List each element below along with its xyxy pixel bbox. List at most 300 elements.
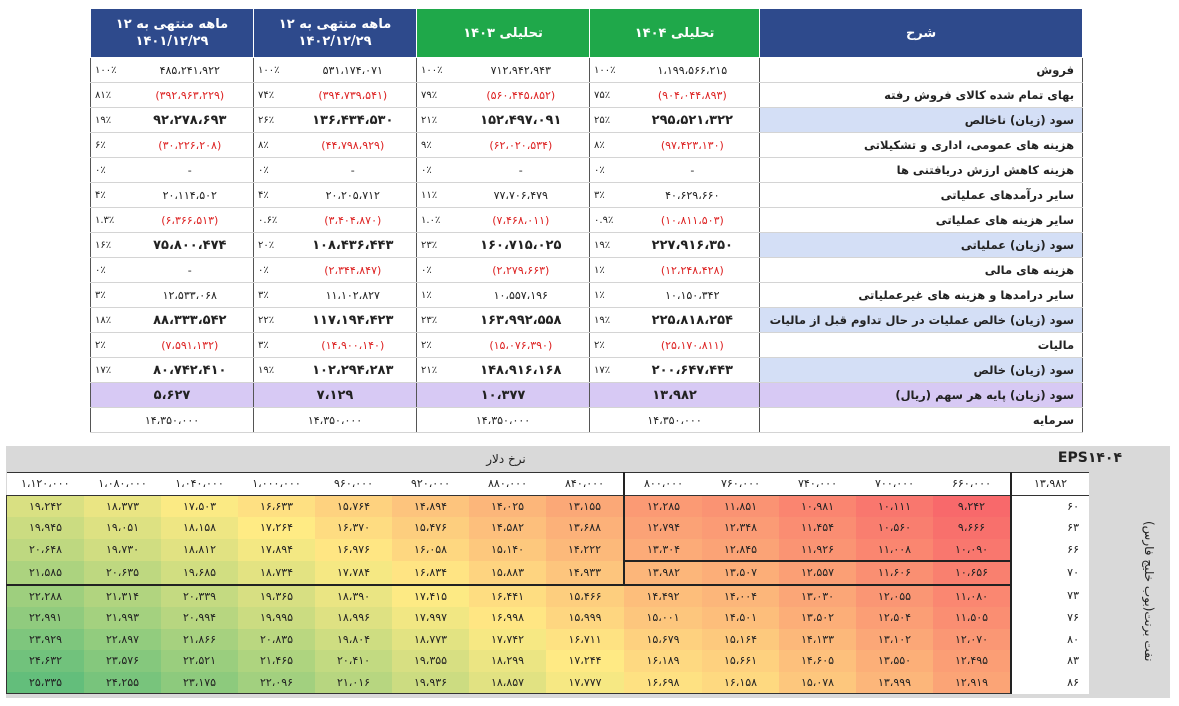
sensitivity-cell: ۱۷،۴۱۵ <box>392 585 469 608</box>
fx-rate-tick: ۷۴۰،۰۰۰ <box>779 473 856 496</box>
sensitivity-cell: ۱۶،۹۹۸ <box>469 607 546 629</box>
sensitivity-cell: ۲۱،۹۹۳ <box>84 607 161 629</box>
sensitivity-cell: ۱۷،۲۴۴ <box>546 650 624 672</box>
eps-value: ۱۰،۳۷۷ <box>417 383 590 408</box>
statement-row <box>91 358 1083 383</box>
sensitivity-cell: ۱۲،۸۴۵ <box>702 539 779 562</box>
brent-price-tick: ۸۶ <box>1011 672 1089 694</box>
sensitivity-cell: ۲۳،۵۷۶ <box>84 650 161 672</box>
sensitivity-grid <box>6 472 1089 694</box>
value-cell: (۹۰۴،۰۴۴،۸۹۳) <box>626 83 760 108</box>
percent-cell: ۱۱٪ <box>417 183 453 208</box>
percent-cell: ۳٪ <box>254 283 290 308</box>
percent-cell: ۲٪ <box>417 333 453 358</box>
statement-row <box>91 258 1083 283</box>
sensitivity-cell: ۱۹،۳۶۵ <box>238 585 315 608</box>
row-description: سایر درآمدهای عملیاتی <box>760 183 1083 208</box>
value-cell: ۱۰،۵۵۷،۱۹۶ <box>453 283 590 308</box>
row-description: مالیات <box>760 333 1083 358</box>
value-cell: ۵۳۱،۱۷۴،۰۷۱ <box>290 58 417 83</box>
percent-cell: ۱۰۰٪ <box>417 58 453 83</box>
sensitivity-cell: ۱۱،۸۵۱ <box>702 495 779 517</box>
sensitivity-cell: ۲۰،۳۳۹ <box>161 585 238 608</box>
eps-sensitivity-panel <box>6 446 1170 698</box>
percent-cell: ۱٪ <box>590 258 626 283</box>
value-cell: ۱۶۳،۹۹۲،۵۵۸ <box>453 308 590 333</box>
sensitivity-cell: ۹،۶۶۶ <box>933 517 1011 539</box>
brent-price-tick: ۷۳ <box>1011 585 1089 608</box>
sensitivity-cell: ۱۷،۷۸۴ <box>315 561 392 585</box>
sensitivity-cell: ۱۹،۹۹۵ <box>238 607 315 629</box>
fx-rate-tick: ۱،۰۸۰،۰۰۰ <box>84 473 161 496</box>
statement-row <box>91 283 1083 308</box>
header-description: شرح <box>760 9 1083 58</box>
value-cell: ۱۰،۱۵۰،۳۴۲ <box>626 283 760 308</box>
sensitivity-cell: ۱۹،۶۸۵ <box>161 561 238 585</box>
sensitivity-cell: ۲۰،۶۴۸ <box>7 539 85 562</box>
value-cell: - <box>127 158 254 183</box>
sensitivity-cell: ۲۵،۳۳۵ <box>7 672 85 694</box>
sensitivity-cell: ۲۲،۵۲۱ <box>161 650 238 672</box>
sensitivity-cell: ۱۶،۱۸۹ <box>624 650 702 672</box>
row-description: بهای تمام شده کالای فروش رفته <box>760 83 1083 108</box>
sensitivity-cell: ۱۰،۹۸۱ <box>779 495 856 517</box>
sensitivity-cell: ۱۳،۹۹۹ <box>856 672 933 694</box>
sensitivity-cell: ۱۹،۲۴۲ <box>7 495 85 517</box>
percent-cell: ۱۰۰٪ <box>254 58 290 83</box>
sensitivity-cell: ۱۱،۶۰۶ <box>856 561 933 585</box>
percent-cell: ۰٪ <box>254 158 290 183</box>
sensitivity-cell: ۱۲،۲۸۵ <box>624 495 702 517</box>
sensitivity-cell: ۱۸،۲۹۹ <box>469 650 546 672</box>
sensitivity-cell: ۱۶،۴۴۱ <box>469 585 546 608</box>
percent-cell: ۲۰٪ <box>254 233 290 258</box>
sensitivity-cell: ۱۶،۷۱۱ <box>546 629 624 651</box>
sensitivity-cell: ۱۰،۶۵۶ <box>933 561 1011 585</box>
percent-cell: ۱۹٪ <box>590 233 626 258</box>
sensitivity-cell: ۱۹،۰۵۱ <box>84 517 161 539</box>
sensitivity-cell: ۱۵،۰۰۱ <box>624 607 702 629</box>
sensitivity-cell: ۱۶،۶۳۳ <box>238 495 315 517</box>
sensitivity-row <box>7 539 1090 562</box>
header-1403: تحلیلی ۱۴۰۳ <box>417 9 590 58</box>
brent-oil-label: نفت برنت(بوب خلیج فارس) <box>1142 520 1156 662</box>
sensitivity-cell: ۱۴،۰۲۵ <box>469 495 546 517</box>
value-cell: ۴۰،۶۲۹،۶۶۰ <box>626 183 760 208</box>
value-cell: (۲،۲۷۹،۶۶۳) <box>453 258 590 283</box>
sensitivity-cell: ۲۱،۵۸۵ <box>7 561 85 585</box>
sensitivity-cell: ۱۸،۸۱۲ <box>161 539 238 562</box>
sensitivity-row <box>7 607 1090 629</box>
fx-rate-tick: ۹۶۰،۰۰۰ <box>315 473 392 496</box>
eps-value: ۷،۱۲۹ <box>254 383 417 408</box>
percent-cell: ۱.۰٪ <box>417 208 453 233</box>
sensitivity-cell: ۱۲،۵۰۴ <box>856 607 933 629</box>
value-cell: (۳۹۲،۹۶۳،۲۲۹) <box>127 83 254 108</box>
value-cell: (۱۰،۸۱۱،۵۰۳) <box>626 208 760 233</box>
value-cell: ۷۱۲،۹۴۲،۹۴۳ <box>453 58 590 83</box>
value-cell: ۱۱۷،۱۹۴،۴۲۳ <box>290 308 417 333</box>
sensitivity-cell: ۱۴،۲۲۲ <box>546 539 624 562</box>
percent-cell: ۴٪ <box>91 183 127 208</box>
sensitivity-cell: ۱۶،۱۵۸ <box>702 672 779 694</box>
sensitivity-cell: ۱۱،۰۸۰ <box>933 585 1011 608</box>
row-description: سایر هزینه های عملیاتی <box>760 208 1083 233</box>
fx-rate-tick: ۱،۰۴۰،۰۰۰ <box>161 473 238 496</box>
percent-cell: ۰٪ <box>91 158 127 183</box>
value-cell: ۱۴۸،۹۱۶،۱۶۸ <box>453 358 590 383</box>
sensitivity-cell: ۱۴،۴۹۲ <box>624 585 702 608</box>
sensitivity-cell: ۲۴،۲۵۵ <box>84 672 161 694</box>
statement-row <box>91 208 1083 233</box>
value-cell: (۳،۴۰۴،۸۷۰) <box>290 208 417 233</box>
sensitivity-cell: ۱۳،۳۰۴ <box>624 539 702 562</box>
sensitivity-cell: ۲۲،۸۹۷ <box>84 629 161 651</box>
sensitivity-cell: ۱۴،۵۸۲ <box>469 517 546 539</box>
value-cell: (۶،۳۶۶،۵۱۳) <box>127 208 254 233</box>
value-cell: ۱،۱۹۹،۵۶۶،۲۱۵ <box>626 58 760 83</box>
sensitivity-cell: ۱۳،۵۰۷ <box>702 561 779 585</box>
sensitivity-cell: ۲۴،۶۳۲ <box>7 650 85 672</box>
brent-price-tick: ۶۶ <box>1011 539 1089 562</box>
percent-cell: ۲۶٪ <box>254 108 290 133</box>
sensitivity-cell: ۱۴،۱۳۳ <box>779 629 856 651</box>
sensitivity-cell: ۱۷،۲۶۴ <box>238 517 315 539</box>
sensitivity-cell: ۱۴،۵۰۱ <box>702 607 779 629</box>
sensitivity-cell: ۹،۲۴۲ <box>933 495 1011 517</box>
sensitivity-cell: ۱۹،۹۳۶ <box>392 672 469 694</box>
sensitivity-cell: ۱۸،۳۷۳ <box>84 495 161 517</box>
sensitivity-cell: ۱۲،۰۷۰ <box>933 629 1011 651</box>
value-cell: ۴۸۵،۲۴۱،۹۲۲ <box>127 58 254 83</box>
sensitivity-cell: ۱۵،۴۷۶ <box>392 517 469 539</box>
value-cell: (۲،۳۴۴،۸۴۷) <box>290 258 417 283</box>
value-cell: ۱۰۸،۴۳۶،۴۴۳ <box>290 233 417 258</box>
percent-cell: ۸٪ <box>590 133 626 158</box>
row-description: فروش <box>760 58 1083 83</box>
fx-rate-tick: ۸۸۰،۰۰۰ <box>469 473 546 496</box>
sensitivity-cell: ۱۹،۷۳۰ <box>84 539 161 562</box>
sensitivity-cell: ۱۴،۹۳۳ <box>546 561 624 585</box>
sensitivity-row <box>7 561 1090 585</box>
sensitivity-cell: ۱۷،۵۰۳ <box>161 495 238 517</box>
value-cell: ۱۶۰،۷۱۵،۰۲۵ <box>453 233 590 258</box>
sensitivity-cell: ۲۲،۰۹۶ <box>238 672 315 694</box>
value-cell: - <box>127 258 254 283</box>
percent-cell: ۰٪ <box>91 258 127 283</box>
sensitivity-cell: ۱۶،۶۹۸ <box>624 672 702 694</box>
sensitivity-cell: ۱۱،۴۵۴ <box>779 517 856 539</box>
percent-cell: ۳٪ <box>254 333 290 358</box>
value-cell: ۲۰،۲۰۵،۷۱۲ <box>290 183 417 208</box>
value-cell: ۲۲۵،۸۱۸،۲۵۴ <box>626 308 760 333</box>
percent-cell: ۰.۶٪ <box>254 208 290 233</box>
fx-rate-tick: ۸۰۰،۰۰۰ <box>624 473 702 496</box>
value-cell: (۴۴،۷۹۸،۹۲۹) <box>290 133 417 158</box>
sensitivity-cell: ۲۰،۴۱۰ <box>315 650 392 672</box>
fx-header-row <box>7 473 1090 496</box>
percent-cell: ۶٪ <box>91 133 127 158</box>
sensitivity-cell: ۱۲،۰۵۵ <box>856 585 933 608</box>
value-cell: - <box>290 158 417 183</box>
value-cell: ۲۲۷،۹۱۶،۳۵۰ <box>626 233 760 258</box>
percent-cell: ۲۵٪ <box>590 108 626 133</box>
percent-cell: ۲٪ <box>590 333 626 358</box>
statement-row <box>91 108 1083 133</box>
percent-cell: ۴٪ <box>254 183 290 208</box>
sensitivity-cell: ۲۱،۰۱۶ <box>315 672 392 694</box>
percent-cell: ۱۷٪ <box>91 358 127 383</box>
row-description: سود (زیان) ناخالص <box>760 108 1083 133</box>
sensitivity-cell: ۱۳،۱۵۵ <box>546 495 624 517</box>
sensitivity-cell: ۱۹،۹۴۵ <box>7 517 85 539</box>
statement-row <box>91 158 1083 183</box>
sensitivity-cell: ۱۶،۹۷۶ <box>315 539 392 562</box>
percent-cell: ۱۰۰٪ <box>590 58 626 83</box>
sensitivity-cell: ۱۵،۸۸۳ <box>469 561 546 585</box>
sensitivity-cell: ۱۸،۱۵۸ <box>161 517 238 539</box>
fx-rate-tick: ۱،۱۲۰،۰۰۰ <box>7 473 85 496</box>
sensitivity-cell: ۱۸،۸۵۷ <box>469 672 546 694</box>
sensitivity-cell: ۱۸،۷۳۴ <box>238 561 315 585</box>
sensitivity-cell: ۲۱،۴۶۵ <box>238 650 315 672</box>
statement-row <box>91 308 1083 333</box>
statement-row <box>91 183 1083 208</box>
value-cell: (۷،۵۹۱،۱۳۲) <box>127 333 254 358</box>
brent-price-tick: ۸۳ <box>1011 650 1089 672</box>
percent-cell: ۱۶٪ <box>91 233 127 258</box>
sensitivity-cell: ۱۰،۱۱۱ <box>856 495 933 517</box>
base-eps-value: ۱۳،۹۸۲ <box>1011 473 1089 496</box>
sensitivity-cell: ۲۱،۳۱۴ <box>84 585 161 608</box>
sensitivity-cell: ۲۰،۹۹۴ <box>161 607 238 629</box>
statement-row <box>91 58 1083 83</box>
fx-rate-tick: ۹۲۰،۰۰۰ <box>392 473 469 496</box>
percent-cell: ۸٪ <box>254 133 290 158</box>
sensitivity-cell: ۱۷،۹۹۷ <box>392 607 469 629</box>
statement-body <box>91 58 1083 433</box>
row-description: سود (زیان) خالص عملیات در حال تداوم قبل از مالیات <box>760 308 1083 333</box>
sensitivity-cell: ۱۴،۶۰۵ <box>779 650 856 672</box>
sensitivity-cell: ۱۱،۵۰۵ <box>933 607 1011 629</box>
value-cell: ۹۲،۲۷۸،۶۹۳ <box>127 108 254 133</box>
sensitivity-cell: ۱۹،۸۰۴ <box>315 629 392 651</box>
capital-value: ۱۴،۳۵۰،۰۰۰ <box>254 408 417 433</box>
value-cell: ۸۰،۷۴۲،۴۱۰ <box>127 358 254 383</box>
fx-rate-tick: ۷۶۰،۰۰۰ <box>702 473 779 496</box>
sensitivity-cell: ۱۴،۰۰۴ <box>702 585 779 608</box>
percent-cell: ۱۷٪ <box>590 358 626 383</box>
capital-row <box>91 408 1083 433</box>
sensitivity-cell: ۲۲،۹۹۱ <box>7 607 85 629</box>
brent-price-tick: ۶۳ <box>1011 517 1089 539</box>
brent-price-tick: ۶۰ <box>1011 495 1089 517</box>
value-cell: ۷۷،۷۰۶،۴۷۹ <box>453 183 590 208</box>
statement-row <box>91 83 1083 108</box>
sensitivity-cell: ۱۵،۰۷۸ <box>779 672 856 694</box>
value-cell: (۱۵،۰۷۶،۳۹۰) <box>453 333 590 358</box>
percent-cell: ۱۸٪ <box>91 308 127 333</box>
percent-cell: ۱۹٪ <box>590 308 626 333</box>
header-1404: تحلیلی ۱۴۰۴ <box>590 9 760 58</box>
header-1401: ۱۲ ماهه منتهی به ۱۴۰۱/۱۲/۲۹ <box>91 9 254 58</box>
sensitivity-cell: ۱۵،۴۶۶ <box>546 585 624 608</box>
percent-cell: ۲۲٪ <box>254 308 290 333</box>
sensitivity-cell: ۱۲،۵۵۷ <box>779 561 856 585</box>
sensitivity-cell: ۱۳،۶۸۸ <box>546 517 624 539</box>
value-cell: ۱۵۲،۴۹۷،۰۹۱ <box>453 108 590 133</box>
value-cell: (۲۵،۱۷۰،۸۱۱) <box>626 333 760 358</box>
percent-cell: ۰.۹٪ <box>590 208 626 233</box>
statement-row <box>91 133 1083 158</box>
sensitivity-cell: ۱۵،۱۴۰ <box>469 539 546 562</box>
header-1402: ۱۲ ماهه منتهی به ۱۴۰۲/۱۲/۲۹ <box>254 9 417 58</box>
sensitivity-cell: ۱۷،۸۹۴ <box>238 539 315 562</box>
value-cell: (۱۲،۲۴۸،۴۲۸) <box>626 258 760 283</box>
sensitivity-row <box>7 517 1090 539</box>
sensitivity-cell: ۱۳،۱۰۲ <box>856 629 933 651</box>
value-cell: ۱۳۶،۴۳۴،۵۳۰ <box>290 108 417 133</box>
sensitivity-row <box>7 585 1090 608</box>
value-cell: (۳۹۴،۷۳۹،۵۴۱) <box>290 83 417 108</box>
sensitivity-cell: ۱۷،۷۷۷ <box>546 672 624 694</box>
brent-price-tick: ۸۰ <box>1011 629 1089 651</box>
percent-cell: ۲۳٪ <box>417 233 453 258</box>
row-description: سود (زیان) عملیاتی <box>760 233 1083 258</box>
sensitivity-cell: ۱۱،۰۰۸ <box>856 539 933 562</box>
sensitivity-cell: ۱۰،۵۶۰ <box>856 517 933 539</box>
fx-rate-label: نرخ دلار <box>486 452 526 466</box>
sensitivity-cell: ۱۶،۰۵۸ <box>392 539 469 562</box>
fx-rate-tick: ۸۴۰،۰۰۰ <box>546 473 624 496</box>
sensitivity-cell: ۱۵،۷۶۴ <box>315 495 392 517</box>
sensitivity-cell: ۲۰،۶۳۵ <box>84 561 161 585</box>
row-description: هزینه های مالی <box>760 258 1083 283</box>
value-cell: ۱۱،۱۰۲،۸۲۷ <box>290 283 417 308</box>
sensitivity-cell: ۱۸،۷۷۳ <box>392 629 469 651</box>
percent-cell: ۰٪ <box>254 258 290 283</box>
percent-cell: ۰٪ <box>417 158 453 183</box>
sensitivity-cell: ۱۱،۹۲۶ <box>779 539 856 562</box>
value-cell: - <box>453 158 590 183</box>
percent-cell: ۲٪ <box>91 333 127 358</box>
percent-cell: ۷۹٪ <box>417 83 453 108</box>
income-statement-table <box>90 8 1083 433</box>
sensitivity-cell: ۱۸،۳۹۰ <box>315 585 392 608</box>
sensitivity-cell: ۱۴،۸۹۴ <box>392 495 469 517</box>
capital-value: ۱۴،۳۵۰،۰۰۰ <box>91 408 254 433</box>
sensitivity-cell: ۱۵،۹۹۹ <box>546 607 624 629</box>
eps-value: ۱۳،۹۸۲ <box>590 383 760 408</box>
sensitivity-cell: ۱۰،۰۹۰ <box>933 539 1011 562</box>
percent-cell: ۸۱٪ <box>91 83 127 108</box>
percent-cell: ۷۵٪ <box>590 83 626 108</box>
percent-cell: ۲۱٪ <box>417 358 453 383</box>
value-cell: ۲۰۰،۶۴۷،۴۴۳ <box>626 358 760 383</box>
value-cell: - <box>626 158 760 183</box>
value-cell: (۶۲،۰۲۰،۵۳۴) <box>453 133 590 158</box>
percent-cell: ۹٪ <box>417 133 453 158</box>
value-cell: ۸۸،۳۳۳،۵۴۲ <box>127 308 254 333</box>
brent-price-tick: ۷۶ <box>1011 607 1089 629</box>
sensitivity-cell: ۲۲،۲۸۸ <box>7 585 85 608</box>
row-description: سود (زیان) پایه هر سهم (ریال) <box>760 383 1083 408</box>
percent-cell: ۷۴٪ <box>254 83 290 108</box>
value-cell: (۳۰،۲۲۶،۲۰۸) <box>127 133 254 158</box>
brent-price-tick: ۷۰ <box>1011 561 1089 585</box>
value-cell: ۷۵،۸۰۰،۴۷۴ <box>127 233 254 258</box>
percent-cell: ۱۰۰٪ <box>91 58 127 83</box>
value-cell: (۱۴،۹۰۰،۱۴۰) <box>290 333 417 358</box>
table-header-row <box>91 9 1083 58</box>
eps-value: ۵،۶۲۷ <box>91 383 254 408</box>
percent-cell: ۲۳٪ <box>417 308 453 333</box>
sensitivity-cell: ۱۸،۹۹۶ <box>315 607 392 629</box>
sensitivity-cell: ۲۳،۱۷۵ <box>161 672 238 694</box>
sensitivity-cell: ۲۱،۸۶۶ <box>161 629 238 651</box>
sensitivity-cell: ۱۲،۷۹۴ <box>624 517 702 539</box>
fx-rate-tick: ۷۰۰،۰۰۰ <box>856 473 933 496</box>
percent-cell: ۱.۳٪ <box>91 208 127 233</box>
sensitivity-cell: ۱۲،۴۹۵ <box>933 650 1011 672</box>
sensitivity-row <box>7 629 1090 651</box>
sensitivity-cell: ۱۶،۳۷۰ <box>315 517 392 539</box>
row-description: سود (زیان) خالص <box>760 358 1083 383</box>
percent-cell: ۱٪ <box>417 283 453 308</box>
percent-cell: ۲۱٪ <box>417 108 453 133</box>
value-cell: ۲۰،۱۱۴،۵۰۲ <box>127 183 254 208</box>
percent-cell: ۳٪ <box>590 183 626 208</box>
sensitivity-cell: ۲۰،۸۳۵ <box>238 629 315 651</box>
row-description: هزینه کاهش ارزش دریافتنی ها <box>760 158 1083 183</box>
value-cell: (۷،۴۶۸،۰۱۱) <box>453 208 590 233</box>
row-description: سرمایه <box>760 408 1083 433</box>
statement-row <box>91 333 1083 358</box>
sensitivity-row <box>7 672 1090 694</box>
sensitivity-cell: ۱۶،۸۳۴ <box>392 561 469 585</box>
capital-value: ۱۴،۳۵۰،۰۰۰ <box>590 408 760 433</box>
percent-cell: ۱۹٪ <box>91 108 127 133</box>
sensitivity-title: EPS۱۴۰۴ <box>1057 450 1122 466</box>
sensitivity-cell: ۱۳،۹۸۲ <box>624 561 702 585</box>
percent-cell: ۱۹٪ <box>254 358 290 383</box>
value-cell: ۱۲،۵۳۳،۰۶۸ <box>127 283 254 308</box>
fx-rate-tick: ۶۶۰،۰۰۰ <box>933 473 1011 496</box>
sensitivity-cell: ۱۳،۵۵۰ <box>856 650 933 672</box>
sensitivity-cell: ۱۳،۰۳۰ <box>779 585 856 608</box>
sensitivity-cell: ۱۷،۷۴۲ <box>469 629 546 651</box>
sensitivity-row <box>7 495 1090 517</box>
sensitivity-cell: ۱۲،۳۴۸ <box>702 517 779 539</box>
row-description: سایر درامدها و هزینه های غیرعملیاتی <box>760 283 1083 308</box>
value-cell: ۲۹۵،۵۲۱،۳۲۲ <box>626 108 760 133</box>
eps-row <box>91 383 1083 408</box>
sensitivity-cell: ۱۲،۹۱۹ <box>933 672 1011 694</box>
sensitivity-cell: ۱۵،۶۷۹ <box>624 629 702 651</box>
sensitivity-cell: ۱۵،۱۶۴ <box>702 629 779 651</box>
fx-rate-tick: ۱،۰۰۰،۰۰۰ <box>238 473 315 496</box>
sensitivity-row <box>7 650 1090 672</box>
percent-cell: ۰٪ <box>417 258 453 283</box>
value-cell: ۱۰۲،۲۹۴،۲۸۳ <box>290 358 417 383</box>
percent-cell: ۰٪ <box>590 158 626 183</box>
statement-row <box>91 233 1083 258</box>
percent-cell: ۳٪ <box>91 283 127 308</box>
value-cell: (۹۷،۴۲۳،۱۳۰) <box>626 133 760 158</box>
sensitivity-cell: ۱۵،۶۶۱ <box>702 650 779 672</box>
percent-cell: ۱٪ <box>590 283 626 308</box>
capital-value: ۱۴،۳۵۰،۰۰۰ <box>417 408 590 433</box>
